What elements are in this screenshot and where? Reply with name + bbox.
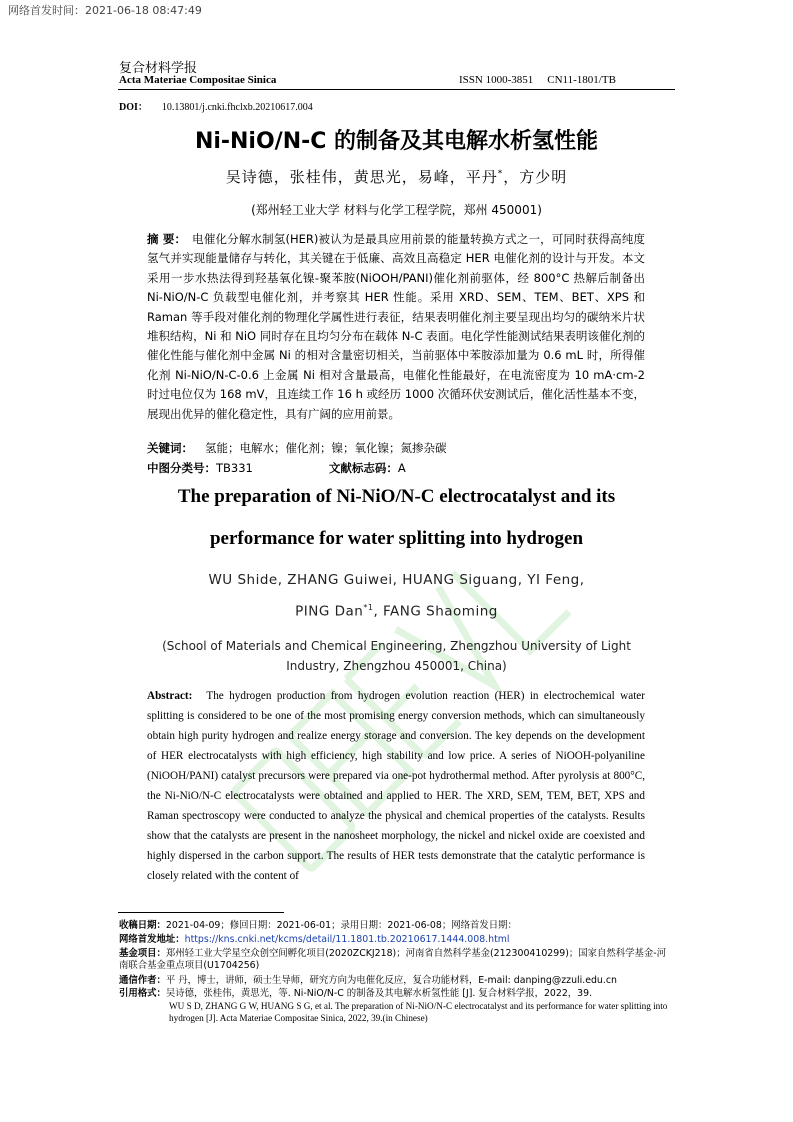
footnote-rule bbox=[118, 912, 284, 913]
issn: ISSN 1000-3851 bbox=[459, 74, 534, 86]
footnote-corresponding: 通信作者：平 丹，博士，讲师，硕士生导师，研究方向为电催化反应，复合功能材料，E-mail: danping@zzuli.edu.cn bbox=[119, 975, 617, 986]
footnote-citation-en: WU S D, ZHANG G W, HUANG S G, et al. The preparation of Ni-NiO/N-C electrocatalyst and its performance for water splitting into hydrogen [J]. Acta Materiae Compositae Sinica, 2022, 39.(in Chinese) bbox=[169, 1001, 668, 1023]
header-rule bbox=[118, 89, 675, 90]
abstract-cn-text: 电催化分解水制氢(HER)被认为是最具应用前景的能量转换方式之一，可同时获得高纯度氢气并实现能量储存与转化，其关键在于低廉、高效且高稳定 HER 电催化剂的设计与开发。本文采用一步水热法得到羟基氧化镍-聚苯胺(NiOOH/PANI)催化剂前驱体，经 800°C 热解后制备出 Ni-NiO/N-C 负载型电催化剂，并考察其 HER 性能。采用 XRD、SEM、TEM、BET、XPS 和 Raman 等手段对催化剂的物理化学属性进行表征，结果表明催化剂主要呈现出均匀的碳纳米片状堆积结构，Ni 和 NiO 同时存在且均匀分布在载体 N-C 表面。电化学性能测试结果表明该催化剂的催化性能与催化剂中金属 Ni 的相对含量密切相关，当前驱体中苯胺添加量为 0.6 mL 时，所得催化剂 Ni-NiO/N-C-0.6 上金属 Ni 相对含量最高，电催化性能最好，在电流密度为 10 mA·cm-2 时过电位仅为 168 mV，且连续工作 16 h 或经历 1000 次循环伏安测试后，催化活性基本不变，展现出优异的催化稳定性，具有广阔的应用前景。 bbox=[147, 232, 645, 421]
corresponding-mark: * bbox=[497, 169, 504, 179]
keywords-label: 关键词： bbox=[147, 441, 193, 455]
issn-info bbox=[459, 74, 630, 86]
doi-line bbox=[119, 98, 313, 113]
authors-cn: 吴诗德，张桂伟，黄思光，易峰，平丹*，方少明 bbox=[225, 168, 568, 186]
affiliation-en: (School of Materials and Chemical Engineering, Zhengzhou University of Light Industry, Zhengzhou 450001, China) bbox=[162, 639, 631, 673]
abstract-en bbox=[147, 686, 645, 886]
doccode-value: A bbox=[397, 461, 406, 475]
abstract-en-text: The hydrogen production from hydrogen evolution reaction (HER) in electrochemical water splitting is considered to be one of the most promising energy conversion methods, which can simultaneously obtain high purity hydrogen and realize energy storage and conversion. The key depends on the development of HER electrocatalysts with high efficiency, high stability and low price. A series of NiOOH-polyaniline (NiOOH/PANI) catalyst precursors were prepared via one-pot hydrothermal method. After pyrolysis at 800°C, the Ni-NiO/N-C electrocatalysts were obtained and applied to HER. The XRD, SEM, TEM, BET, XPS and Raman spectroscopy were conducted to analyze the physical and chemical properties of the catalysts. Results show that the catalysts are present in the nanosheet morphology, the nickel and nickel oxide are coexisted and highly dispersed in the carbon support. The results of HER tests demonstrate that the catalytic performance is closely related with the content of bbox=[147, 690, 645, 882]
abstract-cn-label: 摘 要： bbox=[147, 232, 187, 246]
corresponding-mark-en: *1 bbox=[363, 603, 374, 612]
title-en-line1: The preparation of Ni-NiO/N-C electrocatalyst and its bbox=[177, 486, 616, 507]
footnote-fund: 基金项目：郑州轻工业大学星空众创空间孵化项目(2020ZCKJ218)；河南省自然科学基金(212300410299)；国家自然科学基金-河南联合基金重点项目(U1704256) bbox=[119, 948, 666, 971]
doi-label: DOI： bbox=[119, 102, 148, 113]
authors-en-line2: PING Dan$^{*1}$, FANG Shaoming bbox=[295, 603, 498, 620]
classification-line bbox=[147, 460, 645, 476]
abstract-cn bbox=[147, 230, 645, 424]
cn-number: CN11-1801/TB bbox=[547, 74, 616, 86]
footnote-citation: 引用格式：吴诗德，张桂伟，黄思光，等. Ni-NiO/N-C 的制备及其电解水析氢性能 [J]. 复合材料学报，2022，39. bbox=[119, 988, 593, 999]
class-value: TB331 bbox=[216, 461, 253, 475]
footnote-dates: 收稿日期：2021-04-09；修回日期：2021-06-01；录用日期：2021-06-08；网络首发日期： bbox=[119, 920, 517, 931]
title-cn: Ni-NiO/N-C 的制备及其电解水析氢性能 bbox=[194, 129, 599, 154]
abstract-en-label: Abstract: bbox=[147, 690, 193, 702]
journal-name-cn: 复合材料学报 bbox=[119, 61, 198, 76]
class-label: 中图分类号： bbox=[147, 461, 216, 475]
keywords-cn bbox=[147, 440, 645, 456]
online-url-link[interactable]: https://kns.cnki.net/kcms/detail/11.1801.tb.20210617.1444.008.html bbox=[184, 934, 510, 945]
online-publish-timestamp: 网络首发时间：2021-06-18 08:47:49 bbox=[8, 4, 202, 17]
affiliation-cn: (郑州轻工业大学 材料与化学工程学院，郑州 450001) bbox=[251, 203, 542, 217]
keywords-text: 氢能；电解水；催化剂；镍；氧化镍；氮掺杂碳 bbox=[205, 441, 447, 455]
doi[interactable]: 10.13801/j.cnki.fhclxb.20210617.004 bbox=[161, 102, 313, 113]
journal-name-en: Acta Materiae Compositae Sinica bbox=[119, 74, 277, 86]
footnote-url: 网络首发地址：https://kns.cnki.net/kcms/detail/11.1801.tb.20210617.1444.008.html bbox=[119, 934, 510, 945]
title-en-line2: performance for water splitting into hydrogen bbox=[209, 528, 584, 549]
authors-en-line1: WU Shide, ZHANG Guiwei, HUANG Siguang, YI Feng, bbox=[208, 572, 585, 588]
doccode-label: 文献标志码： bbox=[328, 461, 398, 475]
